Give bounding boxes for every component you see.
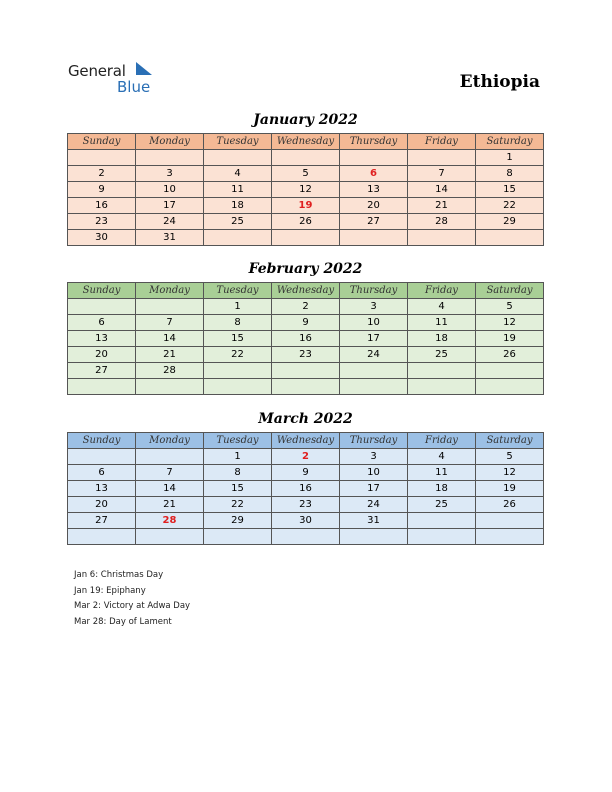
day-cell: 8: [204, 315, 272, 331]
day-cell: 11: [204, 182, 272, 198]
day-cell: 14: [136, 331, 204, 347]
day-cell: 17: [340, 481, 408, 497]
week-row: [68, 182, 544, 198]
logo-word-blue: Blue: [117, 78, 151, 96]
holiday-day-cell: 6: [340, 166, 408, 182]
weekday-header-row: [68, 134, 544, 150]
day-cell: 2: [68, 166, 136, 182]
day-cell: 20: [68, 347, 136, 363]
day-cell: 16: [68, 198, 136, 214]
day-cell: 29: [476, 214, 544, 230]
weekday-header: Friday: [408, 433, 476, 449]
day-cell: 23: [68, 214, 136, 230]
week-row: [68, 331, 544, 347]
empty-day-cell: [340, 379, 408, 395]
day-cell: 13: [340, 182, 408, 198]
empty-day-cell: [204, 230, 272, 246]
day-cell: 28: [408, 214, 476, 230]
day-cell: 30: [68, 230, 136, 246]
day-cell: 12: [476, 315, 544, 331]
day-cell: 7: [408, 166, 476, 182]
day-cell: 4: [408, 299, 476, 315]
week-row: [68, 166, 544, 182]
empty-day-cell: [408, 230, 476, 246]
holiday-item: Mar 28: Day of Lament: [74, 616, 172, 627]
calendar-march: [67, 432, 544, 545]
day-cell: 24: [340, 347, 408, 363]
weekday-header: Tuesday: [204, 134, 272, 150]
empty-day-cell: [204, 379, 272, 395]
country-title: Ethiopia: [459, 72, 540, 92]
day-cell: 24: [136, 214, 204, 230]
week-row: [68, 513, 544, 529]
weekday-header: Tuesday: [204, 433, 272, 449]
weekday-header: Monday: [136, 134, 204, 150]
day-cell: 20: [68, 497, 136, 513]
week-row: [68, 347, 544, 363]
empty-day-cell: [272, 379, 340, 395]
day-cell: 16: [272, 331, 340, 347]
day-cell: 25: [204, 214, 272, 230]
weekday-header: Tuesday: [204, 283, 272, 299]
day-cell: 4: [204, 166, 272, 182]
holiday-item: Jan 19: Epiphany: [74, 585, 146, 596]
empty-day-cell: [408, 529, 476, 545]
day-cell: 27: [340, 214, 408, 230]
day-cell: 26: [476, 347, 544, 363]
empty-day-cell: [136, 150, 204, 166]
weekday-header: Wednesday: [272, 134, 340, 150]
logo: [68, 60, 178, 96]
weekday-header: Saturday: [476, 134, 544, 150]
day-cell: 18: [204, 198, 272, 214]
day-cell: 26: [476, 497, 544, 513]
day-cell: 17: [136, 198, 204, 214]
day-cell: 5: [272, 166, 340, 182]
week-row: [68, 299, 544, 315]
day-cell: 24: [340, 497, 408, 513]
calendar-january: [67, 133, 544, 246]
empty-day-cell: [408, 363, 476, 379]
day-cell: 22: [476, 198, 544, 214]
holiday-list: [74, 568, 190, 630]
empty-day-cell: [408, 513, 476, 529]
empty-day-cell: [204, 529, 272, 545]
week-row: [68, 481, 544, 497]
week-row: [68, 214, 544, 230]
empty-day-cell: [68, 299, 136, 315]
day-cell: 17: [340, 331, 408, 347]
empty-day-cell: [272, 150, 340, 166]
day-cell: 15: [204, 331, 272, 347]
weekday-header: Monday: [136, 433, 204, 449]
day-cell: 18: [408, 331, 476, 347]
day-cell: 25: [408, 347, 476, 363]
week-row: [68, 379, 544, 395]
holiday-item: Mar 2: Victory at Adwa Day: [74, 601, 191, 611]
day-cell: 1: [204, 449, 272, 465]
weekday-header: Sunday: [68, 283, 136, 299]
week-row: [68, 363, 544, 379]
week-row: [68, 198, 544, 214]
day-cell: 23: [272, 497, 340, 513]
empty-day-cell: [476, 529, 544, 545]
holiday-day-cell: 19: [272, 198, 340, 214]
day-cell: 26: [272, 214, 340, 230]
day-cell: 8: [476, 166, 544, 182]
week-row: [68, 529, 544, 545]
day-cell: 11: [408, 465, 476, 481]
holiday-day-cell: 2: [272, 449, 340, 465]
empty-day-cell: [476, 230, 544, 246]
day-cell: 12: [272, 182, 340, 198]
day-cell: 9: [272, 465, 340, 481]
empty-day-cell: [68, 150, 136, 166]
day-cell: 22: [204, 347, 272, 363]
weekday-header: Friday: [408, 283, 476, 299]
day-cell: 3: [340, 449, 408, 465]
day-cell: 27: [68, 363, 136, 379]
day-cell: 9: [68, 182, 136, 198]
day-cell: 21: [408, 198, 476, 214]
weekday-header: Wednesday: [272, 283, 340, 299]
weekday-header: Saturday: [476, 433, 544, 449]
logo-word-general: General: [68, 62, 126, 80]
weekday-header-row: [68, 433, 544, 449]
month-title-february: February 2022: [248, 261, 363, 277]
day-cell: 10: [136, 182, 204, 198]
empty-day-cell: [340, 150, 408, 166]
day-cell: 5: [476, 299, 544, 315]
empty-day-cell: [476, 379, 544, 395]
empty-day-cell: [68, 379, 136, 395]
weekday-header: Thursday: [340, 433, 408, 449]
weekday-header: Monday: [136, 283, 204, 299]
empty-day-cell: [476, 363, 544, 379]
holiday-day-cell: 28: [136, 513, 204, 529]
empty-day-cell: [408, 379, 476, 395]
empty-day-cell: [340, 529, 408, 545]
empty-day-cell: [204, 150, 272, 166]
weekday-header: Thursday: [340, 134, 408, 150]
weekday-header: Saturday: [476, 283, 544, 299]
empty-day-cell: [340, 363, 408, 379]
day-cell: 14: [136, 481, 204, 497]
day-cell: 18: [408, 481, 476, 497]
day-cell: 13: [68, 481, 136, 497]
day-cell: 31: [340, 513, 408, 529]
weekday-header: Sunday: [68, 433, 136, 449]
weekday-header: Sunday: [68, 134, 136, 150]
day-cell: 4: [408, 449, 476, 465]
day-cell: 23: [272, 347, 340, 363]
day-cell: 12: [476, 465, 544, 481]
empty-day-cell: [272, 363, 340, 379]
day-cell: 16: [272, 481, 340, 497]
empty-day-cell: [408, 150, 476, 166]
empty-day-cell: [136, 449, 204, 465]
day-cell: 1: [476, 150, 544, 166]
day-cell: 3: [340, 299, 408, 315]
weekday-header: Friday: [408, 134, 476, 150]
empty-day-cell: [136, 299, 204, 315]
day-cell: 30: [272, 513, 340, 529]
day-cell: 7: [136, 315, 204, 331]
day-cell: 29: [204, 513, 272, 529]
day-cell: 27: [68, 513, 136, 529]
day-cell: 6: [68, 465, 136, 481]
weekday-header-row: [68, 283, 544, 299]
month-title-march: March 2022: [258, 411, 353, 427]
holiday-item: Jan 6: Christmas Day: [74, 570, 164, 580]
day-cell: 8: [204, 465, 272, 481]
day-cell: 1: [204, 299, 272, 315]
empty-day-cell: [68, 449, 136, 465]
week-row: [68, 449, 544, 465]
day-cell: 6: [68, 315, 136, 331]
day-cell: 3: [136, 166, 204, 182]
week-row: [68, 465, 544, 481]
week-row: [68, 315, 544, 331]
empty-day-cell: [340, 230, 408, 246]
empty-day-cell: [68, 529, 136, 545]
day-cell: 19: [476, 481, 544, 497]
day-cell: 25: [408, 497, 476, 513]
month-title-january: January 2022: [253, 112, 358, 128]
day-cell: 10: [340, 465, 408, 481]
day-cell: 15: [476, 182, 544, 198]
day-cell: 13: [68, 331, 136, 347]
day-cell: 21: [136, 347, 204, 363]
weekday-header: Wednesday: [272, 433, 340, 449]
day-cell: 7: [136, 465, 204, 481]
weekday-header: Thursday: [340, 283, 408, 299]
day-cell: 21: [136, 497, 204, 513]
week-row: [68, 150, 544, 166]
calendar-february: [67, 282, 544, 395]
day-cell: 10: [340, 315, 408, 331]
day-cell: 9: [272, 315, 340, 331]
day-cell: 20: [340, 198, 408, 214]
empty-day-cell: [136, 379, 204, 395]
week-row: [68, 497, 544, 513]
empty-day-cell: [272, 529, 340, 545]
empty-day-cell: [272, 230, 340, 246]
empty-day-cell: [204, 363, 272, 379]
empty-day-cell: [476, 513, 544, 529]
day-cell: 28: [136, 363, 204, 379]
day-cell: 19: [476, 331, 544, 347]
day-cell: 14: [408, 182, 476, 198]
day-cell: 11: [408, 315, 476, 331]
day-cell: 5: [476, 449, 544, 465]
day-cell: 22: [204, 497, 272, 513]
day-cell: 31: [136, 230, 204, 246]
empty-day-cell: [136, 529, 204, 545]
logo-triangle-icon: [136, 62, 152, 78]
week-row: [68, 230, 544, 246]
day-cell: 2: [272, 299, 340, 315]
day-cell: 15: [204, 481, 272, 497]
